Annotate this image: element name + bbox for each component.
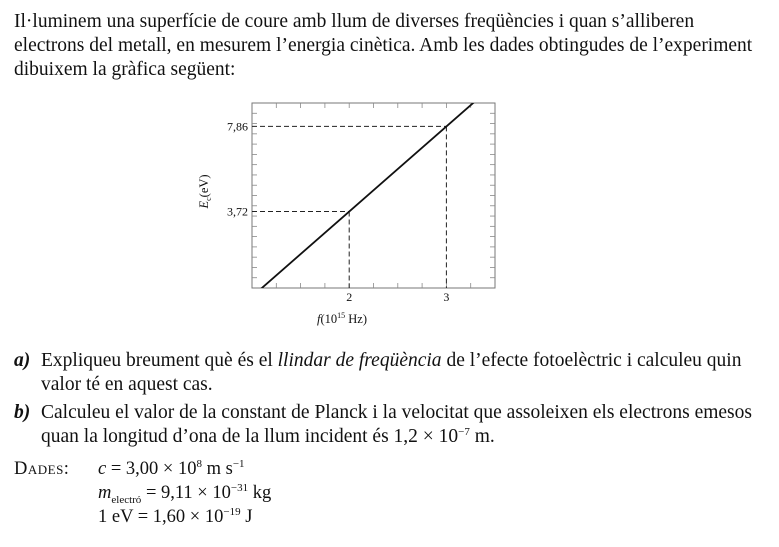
- question-b-text: [41, 401, 764, 449]
- y-axis-label-sub: c: [204, 197, 213, 201]
- axes-layer: [252, 103, 495, 288]
- data-ev-lhs: 1 eV: [98, 507, 134, 527]
- data-row-ev: [98, 506, 252, 528]
- question-b: [14, 401, 764, 449]
- x-axis-label-paren: (10: [320, 312, 338, 326]
- question-a-text: [41, 349, 764, 397]
- question-a-post: de l’efecte fotoelèctric i calculeu quin valor té en aquest cas.: [41, 350, 742, 395]
- data-ev-unit: J: [240, 507, 253, 527]
- photoelectric-graph: [180, 95, 540, 340]
- question-b-post: m.: [469, 426, 495, 447]
- question-a-pre: Expliqueu breument què és el: [41, 350, 278, 371]
- data-ev-eq: = 1,60 × 10: [133, 507, 224, 527]
- x-axis-label-exp: 15: [337, 311, 346, 320]
- x-axis-label-base: f: [316, 312, 321, 326]
- data-c-lhs: c: [98, 459, 107, 479]
- x-tick-label: 3: [443, 290, 450, 304]
- data-label: Dades:: [14, 459, 70, 479]
- data-m-eq: = 9,11 × 10: [141, 483, 231, 503]
- question-b-label: b): [14, 402, 31, 423]
- intro-paragraph: Il·luminem una superfície de coure amb llum de diverses freqüències i quan s’alliberen electrons del metall, en mesurem l’energia cinètica. Amb les dades obtingudes de l’experiment dibuixem la gràfica següent:: [14, 11, 753, 80]
- x-axis-label: [317, 311, 367, 326]
- question-a-label: a): [14, 350, 31, 371]
- data-m-unit: kg: [248, 483, 272, 503]
- y-tick-label: 3,72: [227, 204, 248, 219]
- y-axis-label: [197, 174, 213, 209]
- data-m-lhs: m: [98, 483, 112, 503]
- data-c-exp2: −1: [232, 458, 245, 470]
- series-line: [252, 95, 495, 297]
- question-b-exp: −7: [458, 426, 470, 438]
- data-m-exp: −31: [230, 482, 249, 494]
- y-tick-label: 7,86: [227, 119, 248, 134]
- data-c-unit: m s: [201, 459, 233, 479]
- question-a-emph: llindar de freqüència: [277, 350, 442, 371]
- y-axis-label-base: E: [197, 200, 211, 209]
- data-c-eq: = 3,00 × 10: [106, 459, 197, 479]
- x-axis-label-unit: Hz): [345, 312, 368, 326]
- data-row-m: [98, 482, 271, 504]
- y-axis-label-unit: (eV): [197, 174, 211, 198]
- data-ev-exp: −19: [223, 506, 241, 518]
- data-c-exp1: 8: [196, 458, 202, 470]
- data-m-sub: electró: [111, 494, 142, 506]
- x-tick-label: 2: [346, 290, 353, 304]
- guides-layer: [252, 126, 446, 288]
- labels-layer: [197, 119, 449, 326]
- plot-frame: [252, 103, 495, 288]
- data-row-c: [98, 458, 245, 480]
- question-b-pre: Calculeu el valor de la constant de Planck i la velocitat que assoleixen els electrons emesos quan la longitud d’ona de la llum incident és 1,2 × 10: [41, 402, 752, 447]
- question-a: [14, 349, 764, 397]
- series-layer: [252, 95, 495, 297]
